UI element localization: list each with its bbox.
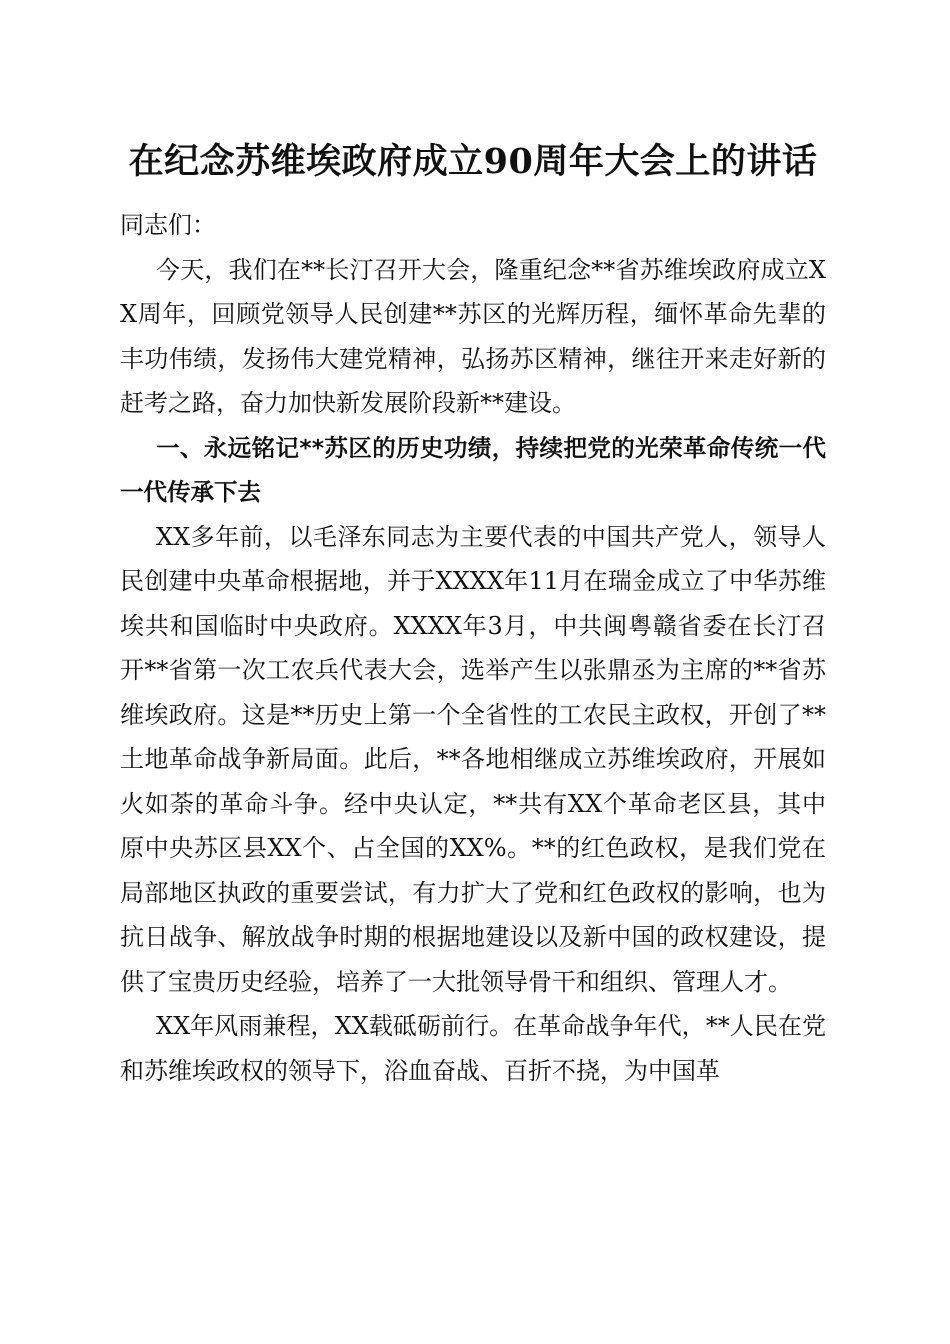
document-title: 在纪念苏维埃政府成立90周年大会上的讲话 <box>128 141 818 182</box>
document-body <box>120 203 826 1093</box>
section-heading-1: 一、永远铭记**苏区的历史功绩，持续把党的光荣革命传统一代一代传承下去 <box>120 433 826 506</box>
paragraph-history: XX多年前，以毛泽东同志为主要代表的中国共产党人，领导人民创建中央革命根据地，并于XXXX年11月在瑞金成立了中华苏维埃共和国临时中央政府。XXXX年3月，中共闽粤赣省委在长汀召开**省第一次工农兵代表大会，选举产生以张鼎丞为主席的**省苏维埃政府。这是**历史上第一个全省性的工农民主政权，开创了**土地革命战争新局面。此后，**各地相继成立苏维埃政府，开展如火如荼的革命斗争。经中央认定，**共有XX个革命老区县，其中原中央苏区县XX个、占全国的XX%。**的红色政权，是我们党在局部地区执政的重要尝试，有力扩大了党和红色政权的影响，也为抗日战争、解放战争时期的根据地建设以及新中国的政权建设，提供了宝贵历史经验，培养了一大批领导骨干和组织、管理人才。 <box>120 522 826 996</box>
paragraph-journey: XX年风雨兼程，XX载砥砺前行。在革命战争年代，**人民在党和苏维埃政权的领导下，浴血奋战、百折不挠，为中国革 <box>120 1012 826 1085</box>
salutation: 同志们： <box>120 211 216 239</box>
paragraph-intro: 今天，我们在**长汀召开大会，隆重纪念**省苏维埃政府成立XX周年，回顾党领导人民创建**苏区的光辉历程，缅怀革命先辈的丰功伟绩，发扬伟大建党精神，弘扬苏区精神，继往开来走好新的赶考之路，奋力加快新发展阶段新**建设。 <box>120 255 826 417</box>
